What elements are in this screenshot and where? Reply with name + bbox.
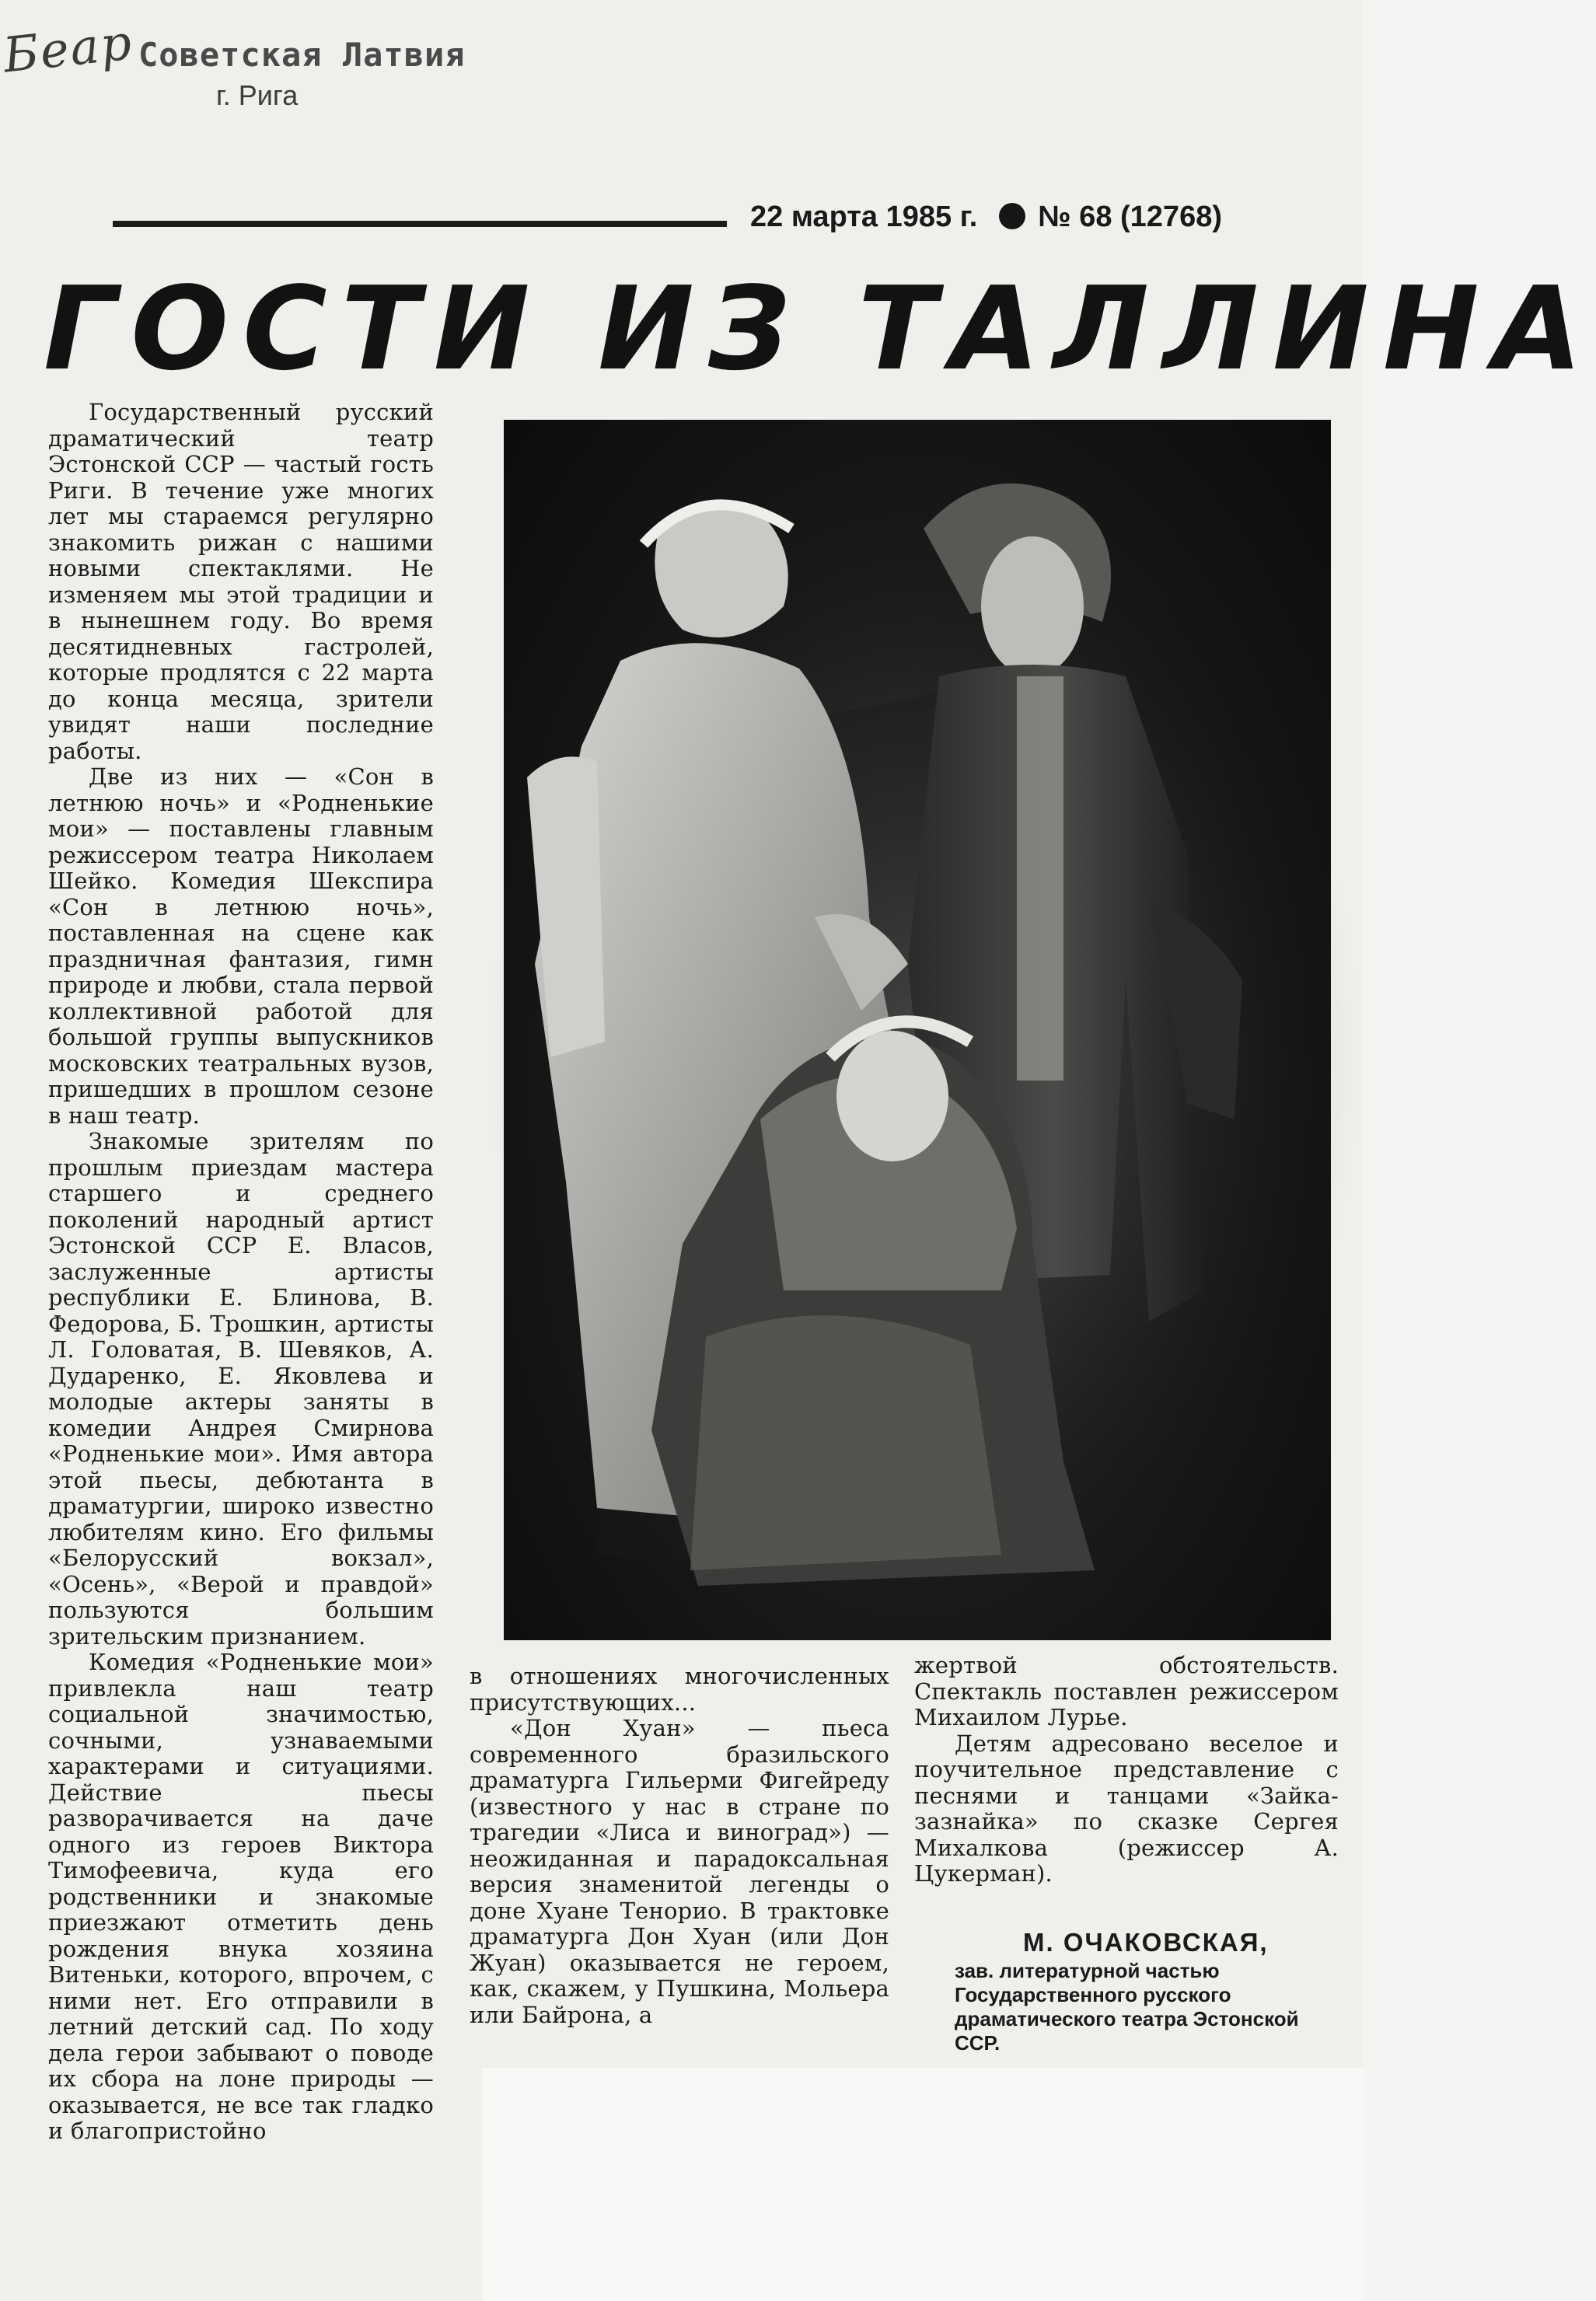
issue-date: 22 марта 1985 г. bbox=[750, 201, 978, 233]
issue-number: № 68 (12768) bbox=[1038, 201, 1222, 233]
paragraph: «Дон Хуан» — пьеса современного бразильского драматурга Гильерми Фигейреду (известного у нас в стране по трагедии «Лиса и виноград») — неожиданная и парадоксальная версия знаменитой легенды о доне Хуане Тенорио. В трактовке драматурга Дон Хуан (или Дон Жуан) оказывается не героем, как, скажем, у Пушкина, Мольера или Байрона, а bbox=[470, 1715, 889, 2028]
article-column-2 bbox=[470, 1664, 889, 2028]
paragraph: Государственный русский драматический театр Эстонской ССР — частый гость Риги. В течение уже многих лет мы стараемся регулярно знакомить рижан с нашими новыми спектаклями. Не изменяем мы этой традиции и в нынешнем году. Во время десятидневных гастролей, которые продлятся с 22 марта до конца месяца, зрители увидят наши последние работы. bbox=[48, 399, 434, 764]
article-column-3 bbox=[914, 1653, 1339, 1887]
city-stamp: г. Рига bbox=[216, 79, 299, 111]
bullet-dot-icon bbox=[999, 203, 1025, 229]
dateline bbox=[750, 201, 1222, 234]
header-rule bbox=[113, 221, 727, 227]
paragraph: Две из них — «Сон в летнюю ночь» и «Родненькие мои» — поставлены главным режиссером театра Николаем Шейко. Комедия Шекспира «Сон в летнюю ночь», поставленная на сцене как праздничная фантазия, гимн природе и любви, стала первой коллективной работой для большой группы выпускников московских театральных вузов, пришедших в прошлом сезоне в наш театр. bbox=[48, 763, 434, 1129]
blank-paper-area bbox=[482, 2068, 1363, 2301]
newspaper-name-stamp: Советская Латвия bbox=[138, 36, 466, 74]
paragraph: Знакомые зрителям по прошлым приездам мастера старшего и среднего поколений народный артист Эстонской ССР Е. Власов, заслуженные артисты республики Е. Блинова, В. Федорова, Б. Трошкин, артисты Л. Головатая, В. Шевяков, А. Дударенко, Е. Яковлева и молодые актеры заняты в комедии Андрея Смирнова «Родненькие мои». Имя автора этой пьесы, дебютанта в драматургии, широко известно любителям кино. Его фильмы «Белорусский вокзал», «Осень», «Верой и правдой» пользуются большим зрительским признанием. bbox=[48, 1128, 434, 1650]
author-name: М. ОЧАКОВСКАЯ, bbox=[1023, 1928, 1269, 1957]
stage-photo bbox=[504, 420, 1331, 1640]
author-role: зав. литературной частью Государственного русского драматического театра Эстонской ССР. bbox=[955, 1959, 1299, 2055]
article-column-1 bbox=[48, 400, 434, 2145]
article-headline: ГОСТИ ИЗ ТАЛЛИНА bbox=[44, 262, 1596, 396]
handwritten-note: Беар bbox=[0, 13, 136, 84]
paragraph: Детям адресовано веселое и поучительное представление с песнями и танцами «Зайка-зазнайка» по сказке Сергея Михалкова (режиссер А. Цукерман). bbox=[914, 1730, 1339, 1887]
paragraph: жертвой обстоятельств. Спектакль поставлен режиссером Михаилом Лурье. bbox=[914, 1652, 1339, 1730]
paragraph: Комедия «Родненькие мои» привлекла наш театр социальной значимостью, сочными, узнаваемыми характерами и ситуациями. Действие пьесы разворачивается на даче одного из героев Виктора Тимофеевича, куда его родственники и знакомые приезжают отметить день рождения внука хозяина Витеньки, которого, впрочем, с ними нет. Его отправили в летний детский сад. По ходу дела герои забывают о поводе их сбора на лоне природы — оказывается, не все так гладко и благопристойно bbox=[48, 1649, 434, 2144]
stage-photo-illustration bbox=[504, 420, 1331, 1640]
paragraph: в отношениях многочисленных присутствующих... bbox=[470, 1663, 889, 1716]
